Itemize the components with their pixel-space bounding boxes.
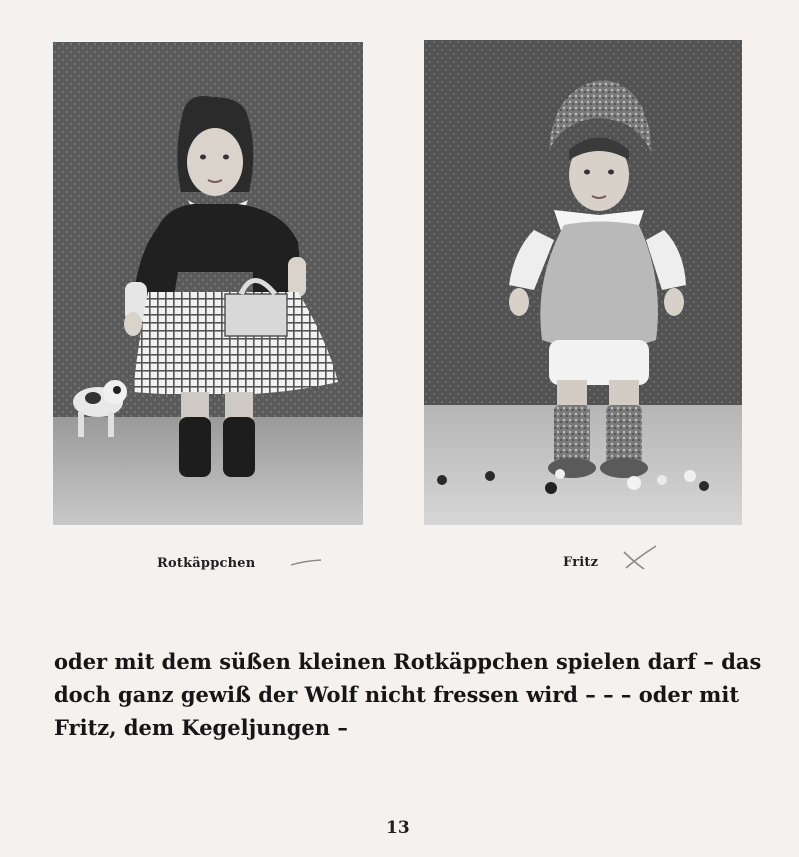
page-number: 13 — [386, 818, 410, 838]
body-paragraph — [54, 645, 762, 744]
fritz-photo-image — [424, 40, 742, 525]
photo-fritz-doll — [424, 40, 742, 525]
body-line-3: Fritz, dem Kegeljungen – — [54, 715, 348, 740]
caption-fritz: Fritz — [563, 555, 599, 570]
body-line-2: doch ganz gewiß der Wolf nicht fressen wird – – – oder mit — [54, 682, 740, 707]
photo-rotkaeppchen-doll — [53, 42, 363, 525]
body-line-1: oder mit dem süßen kleinen Rotkäppchen spielen darf – das — [54, 649, 762, 674]
caption-rotkaeppchen: Rotkäppchen — [157, 556, 256, 571]
pencil-dash-mark — [290, 558, 322, 568]
pencil-cross-mark — [620, 542, 660, 572]
rotkaeppchen-photo-image — [53, 42, 363, 525]
